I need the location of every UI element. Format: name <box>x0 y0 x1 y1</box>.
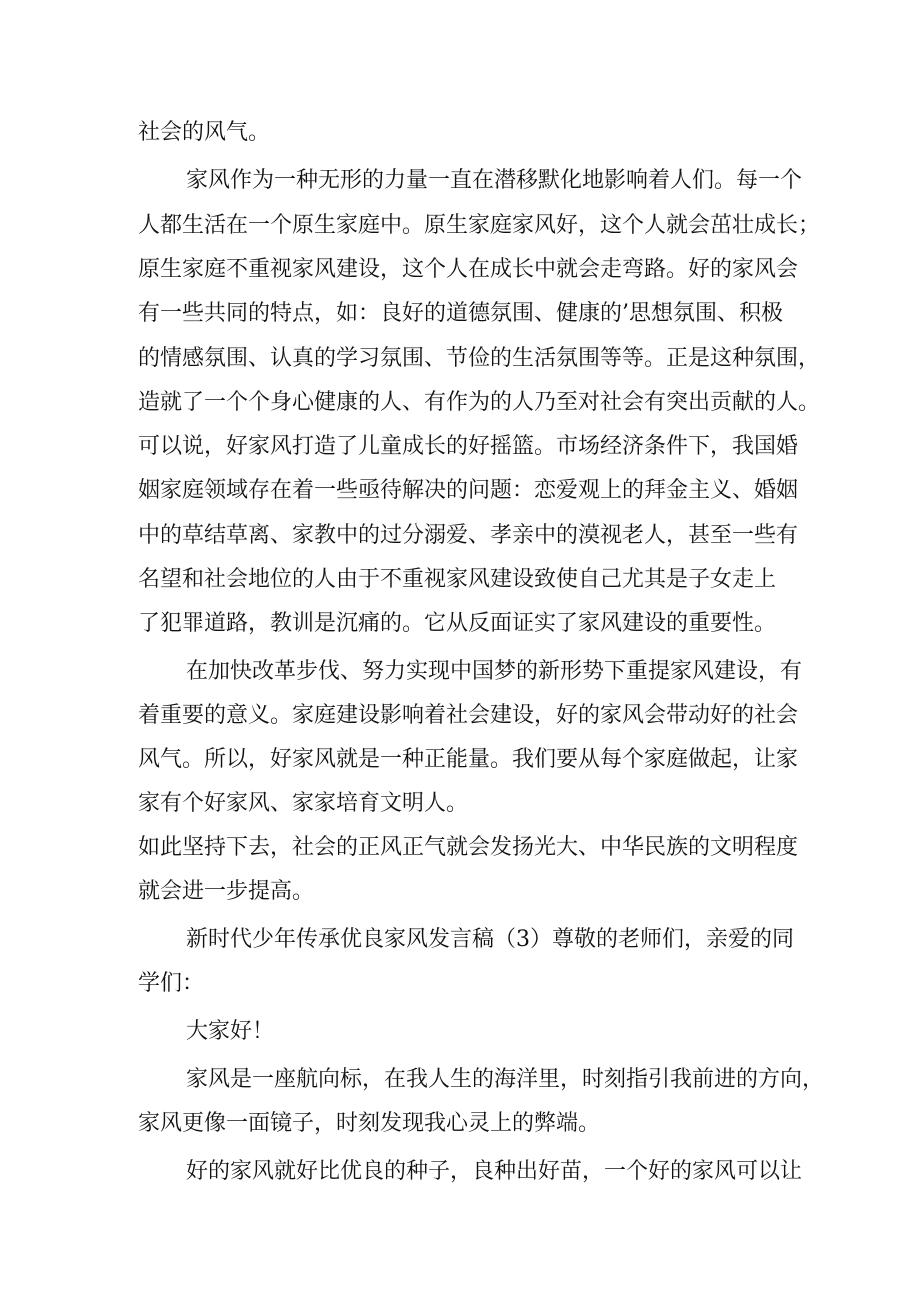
text-line-16: 家有个好家风、家家培育文明人。 <box>138 791 469 816</box>
text-line-13: 在加快改革步伐、努力实现中国梦的新形势下重提家风建设，有 <box>186 659 803 684</box>
text-line-4: 原生家庭不重视家风建设，这个人在成长中就会走弯路。好的家风会 <box>138 257 799 282</box>
text-line-17: 如此坚持下去，社会的正风正气就会发扬光大、中华民族的文明程度 <box>138 835 799 860</box>
text-line-15: 风气。所以，好家风就是一种正能量。我们要从每个家庭做起，让家 <box>138 747 799 772</box>
text-line-5: 有一些共同的特点，如：良好的道德氛围、健康的’思想氛围、积极 <box>138 301 783 326</box>
text-line-8: 可以说，好家风打造了儿童成长的好摇篮。市场经济条件下，我国婚 <box>138 434 799 459</box>
text-line-1: 社会的风气。 <box>138 120 271 145</box>
text-line-23: 家风更像一面镜子，时刻发现我心灵上的弊端。 <box>138 1111 601 1136</box>
text-line-7: 造就了一个个身心健康的人、有作为的人乃至对社会有突出贡献的人。 <box>138 390 821 415</box>
text-line-21: 大家好！ <box>186 1019 275 1044</box>
text-line-20: 学们： <box>138 971 205 996</box>
text-line-22: 家风是一座航向标，在我人生的海洋里，时刻指引我前进的方向， <box>186 1067 825 1092</box>
text-line-24: 好的家风就好比优良的种子，良种出好苗，一个好的家风可以让 <box>186 1159 803 1184</box>
text-line-6: 的情感氛围、认真的学习氛围、节俭的生活氛围等等。正是这种氛围， <box>138 346 821 371</box>
text-line-10: 中的草结草离、家教中的过分溺爱、孝亲中的漠视老人，甚至一些有 <box>138 523 799 548</box>
text-line-14: 着重要的意义。家庭建设影响着社会建设，好的家风会带动好的社会 <box>138 703 799 728</box>
text-line-19: 新时代少年传承优良家风发言稿（3）尊敬的老师们，亲爱的同 <box>186 927 794 952</box>
text-line-11: 名望和社会地位的人由于不重视家风建设致使自己尤其是子女走上 <box>138 567 777 592</box>
text-line-18: 就会进一步提高。 <box>138 879 315 904</box>
text-line-2: 家风作为一种无形的力量一直在潜移默化地影响着人们。每一个 <box>186 168 803 193</box>
text-line-3: 人都生活在一个原生家庭中。原生家庭家风好，这个人就会茁壮成长； <box>138 213 821 238</box>
text-line-9: 姻家庭领域存在着一些亟待解决的问题：恋爱观上的拜金主义、婚姻 <box>138 478 799 503</box>
text-line-12: 了犯罪道路，教训是沉痛的。它从反面证实了家风建设的重要性。 <box>138 611 777 636</box>
